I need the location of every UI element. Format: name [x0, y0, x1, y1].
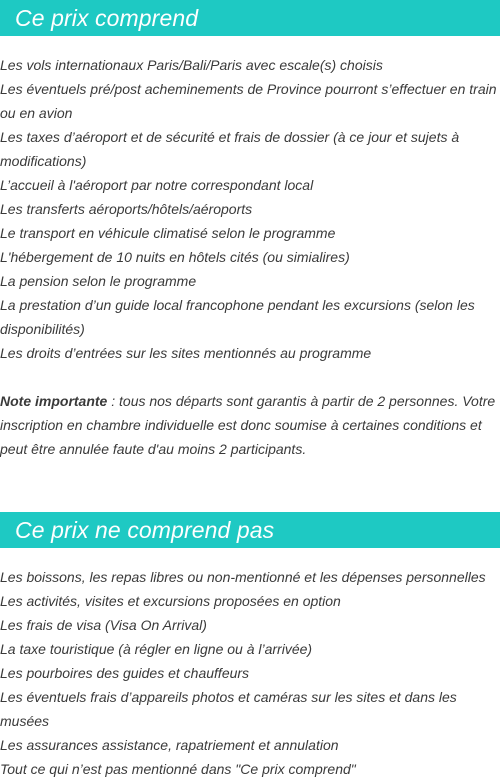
list-item: Le transport en véhicule climatisé selon le programme [0, 225, 336, 241]
section-header-included [0, 0, 500, 36]
list-item: Les transferts aéroports/hôtels/aéroports [0, 201, 253, 217]
list-item: Les activités, visites et excursions proposées en option [0, 593, 341, 609]
list-item: Les frais de visa (Visa On Arrival) [0, 617, 207, 633]
list-item: Les pourboires des guides et chauffeurs [0, 665, 250, 681]
section-gap [0, 461, 500, 512]
important-note [0, 389, 500, 461]
list-item: Les taxes d’aéroport et de sécurité et frais de dossier (à ce jour et sujets à modifications) [0, 129, 460, 169]
list-item: La taxe touristique (à régler en ligne ou à l’arrivée) [0, 641, 313, 657]
spacer [0, 365, 500, 389]
list-item: La prestation d’un guide local francophone pendant les excursions (selon les disponibilités) [0, 297, 475, 337]
included-list [0, 36, 500, 461]
section-title-excluded: Ce prix ne comprend pas [15, 516, 275, 543]
list-item: Les vols internationaux Paris/Bali/Paris avec escale(s) choisis [0, 57, 383, 73]
section-header-excluded [0, 512, 500, 548]
list-item: L'hébergement de 10 nuits en hôtels cités (ou simialires) [0, 249, 350, 265]
list-item: La pension selon le programme [0, 273, 197, 289]
list-item: Les éventuels frais d’appareils photos et caméras sur les sites et dans les musées [0, 689, 457, 729]
list-item: Les éventuels pré/post acheminements de Province pourront s’effectuer en train ou en avion [0, 81, 497, 121]
note-text: : tous nos départs sont garantis à partir de 2 personnes. Votre inscription en chambre individuelle est donc soumise à certaines conditions et peut être annulée faute d'au moins 2 participants. [0, 393, 496, 457]
section-title-included: Ce prix comprend [15, 4, 199, 31]
note-label: Note importante [0, 393, 108, 409]
excluded-list [0, 548, 500, 781]
list-item: Tout ce qui n’est pas mentionné dans "Ce prix comprend" [0, 761, 356, 777]
list-item: Les droits d’entrées sur les sites mentionnés au programme [0, 345, 372, 361]
list-item: L’accueil à l'aéroport par notre correspondant local [0, 177, 314, 193]
list-item: Les assurances assistance, rapatriement et annulation [0, 737, 339, 753]
list-item: Les boissons, les repas libres ou non-mentionné et les dépenses personnelles [0, 569, 486, 585]
